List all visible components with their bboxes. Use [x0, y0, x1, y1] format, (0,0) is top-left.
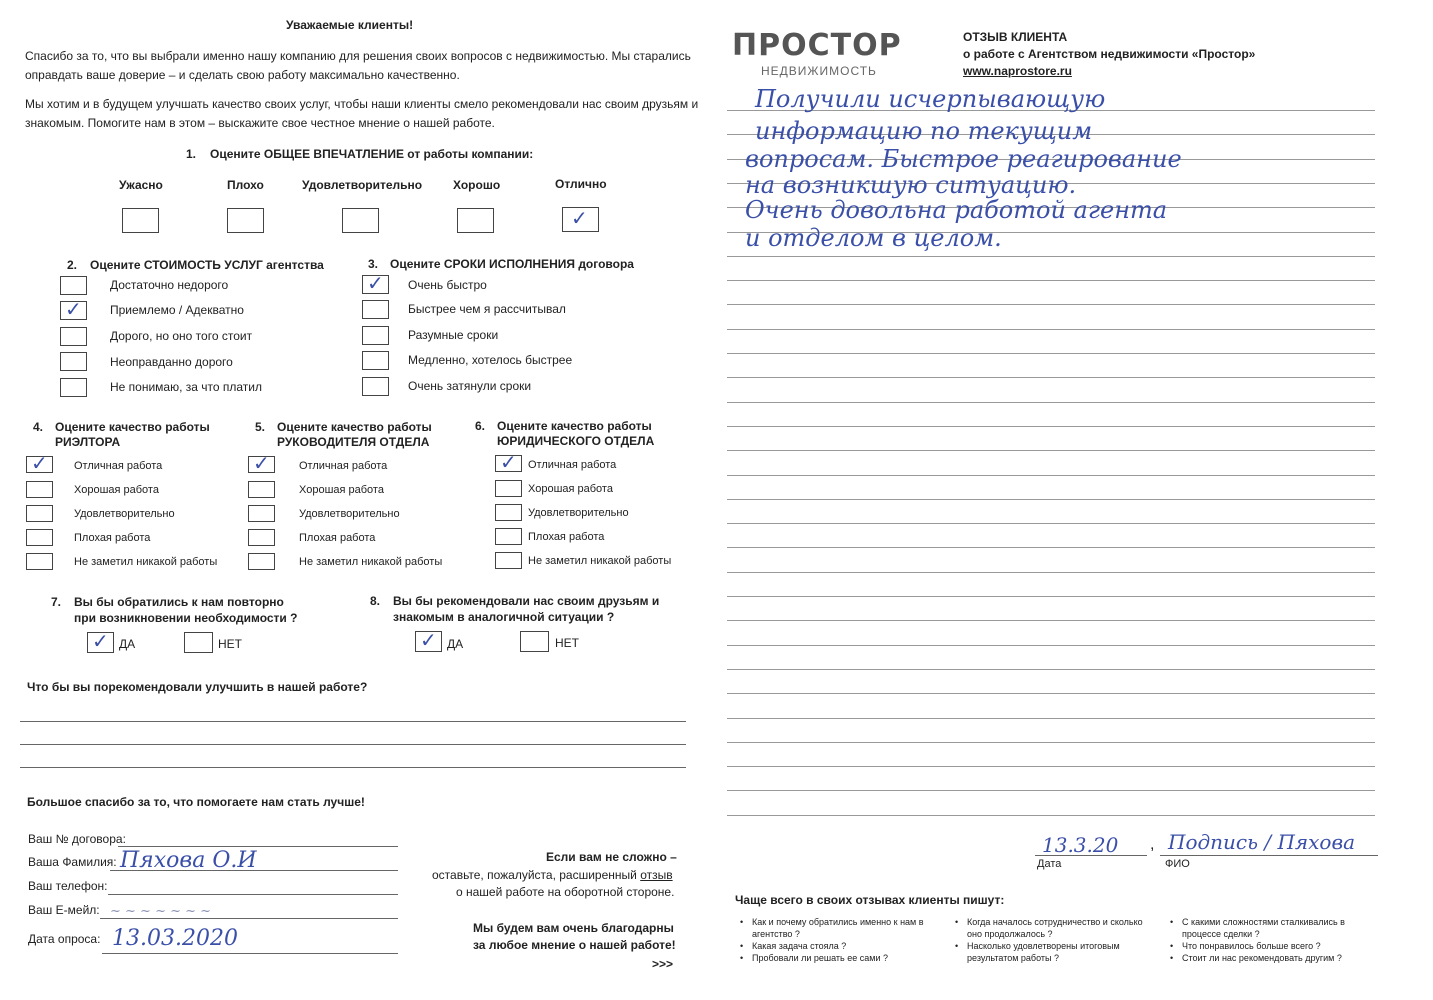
- q3-checkbox[interactable]: [362, 377, 389, 396]
- hint-item: • Насколько удовлетворены итоговым результатом работы ?: [967, 940, 1147, 964]
- q5-checkbox[interactable]: [248, 505, 275, 522]
- q6-title-sub: ЮРИДИЧЕСКОГО ОТДЕЛА: [497, 434, 655, 448]
- q6-title: Оцените качество работы: [497, 419, 652, 433]
- contract-label: Ваш № договора:: [28, 832, 126, 846]
- review-writing-line[interactable]: [727, 280, 1375, 281]
- review-writing-line[interactable]: [727, 499, 1375, 500]
- intro-text-1a: Спасибо за то, что вы выбрали именно нашу компанию для решения своих вопросов с недвижимостью. Мы старались: [25, 49, 691, 63]
- surname-handwritten: Пяхова О.И: [120, 848, 257, 873]
- review-writing-line[interactable]: [727, 669, 1375, 670]
- date-handwritten: 13.03.2020: [112, 926, 238, 951]
- review-line: вопросам. Быстрое реагирование: [745, 145, 1182, 173]
- q6-option-label: Не заметил никакой работы: [528, 555, 672, 567]
- q8-no-label: НЕТ: [555, 636, 579, 650]
- check-mark-icon: ✓: [571, 206, 588, 230]
- phone-field[interactable]: [108, 894, 398, 895]
- q6-checkbox[interactable]: [495, 504, 522, 521]
- q2-number: 2.: [67, 258, 78, 272]
- check-mark-icon: ✓: [92, 629, 109, 653]
- review-writing-line[interactable]: [727, 304, 1375, 305]
- intro-text-2b: знакомым. Помогите нам в этом – выскажите свое честное мнение о нашей работе.: [25, 116, 495, 130]
- q2-option-label: Неоправданно дорого: [110, 355, 233, 369]
- side-note-line2: [432, 868, 673, 882]
- q5-option-label: Не заметил никакой работы: [299, 556, 443, 568]
- review-writing-line[interactable]: [727, 377, 1375, 378]
- review-line: информацию по текущим: [755, 117, 1093, 145]
- review-writing-line[interactable]: [727, 742, 1375, 743]
- q2-title: Оцените СТОИМОСТЬ УСЛУГ агентства: [90, 258, 324, 272]
- hints-column-3: [1182, 916, 1362, 964]
- q3-option-label: Быстрее чем я рассчитывал: [408, 302, 566, 316]
- q1-number: 1.: [186, 147, 197, 161]
- intro-text-1b: оправдать ваше доверие – и сделать свою работу максимально качественно.: [25, 68, 460, 82]
- q3-number: 3.: [368, 257, 379, 271]
- hint-item: • Стоит ли нас рекомендовать другим ?: [1182, 952, 1362, 964]
- q1-option-label: Плохо: [227, 178, 264, 192]
- q4-option-label: Удовлетворительно: [74, 508, 175, 520]
- q4-checkbox[interactable]: [26, 529, 53, 546]
- review-writing-line[interactable]: [727, 596, 1375, 597]
- q3-checkbox[interactable]: [362, 351, 389, 370]
- q1-checkbox[interactable]: [342, 208, 379, 233]
- q8-number: 8.: [370, 594, 381, 608]
- review-writing-line[interactable]: [727, 790, 1375, 791]
- q5-option-label: Хорошая работа: [299, 484, 384, 496]
- contract-field[interactable]: [118, 846, 398, 847]
- q5-option-label: Удовлетворительно: [299, 508, 400, 520]
- email-handwritten: ~ ~ ~ ~ ~ ~ ~: [110, 904, 212, 919]
- side-note-title: Если вам не сложно –: [546, 850, 677, 864]
- thanks-text: Большое спасибо за то, что помогаете нам стать лучше!: [27, 795, 365, 809]
- review-line: Получили исчерпывающую: [755, 85, 1106, 113]
- date-underline[interactable]: [1035, 855, 1147, 856]
- review-writing-line[interactable]: [727, 766, 1375, 767]
- q1-checkbox[interactable]: [122, 208, 159, 233]
- next-page-arrow[interactable]: >>>: [652, 957, 674, 971]
- q1-checkbox[interactable]: [227, 208, 264, 233]
- review-writing-line[interactable]: [727, 523, 1375, 524]
- email-label: Ваш E-мейл:: [28, 903, 100, 917]
- review-subtitle: о работе с Агентством недвижимости «Простор»: [963, 47, 1256, 61]
- q3-option-label: Разумные сроки: [408, 328, 499, 342]
- answer-line[interactable]: [20, 767, 686, 768]
- review-writing-line[interactable]: [727, 353, 1375, 354]
- hint-item: • Как и почему обратились именно к нам в агентство ?: [752, 916, 952, 940]
- q1-option-label: Ужасно: [119, 178, 163, 192]
- q2-checkbox[interactable]: [60, 276, 87, 295]
- improve-question: Что бы вы порекомендовали улучшить в нашей работе?: [27, 680, 368, 694]
- hint-item: • Пробовали ли решать ее сами ?: [752, 952, 952, 964]
- q6-option-label: Плохая работа: [528, 531, 605, 543]
- brand-logo-subtitle: НЕДВИЖИМОСТЬ: [761, 64, 877, 78]
- review-writing-line[interactable]: [727, 450, 1375, 451]
- comma-separator: ,: [1150, 836, 1155, 853]
- review-line: на возникшую ситуацию.: [745, 171, 1077, 199]
- review-link[interactable]: отзыв: [640, 868, 673, 882]
- q5-option-label: Отличная работа: [299, 460, 388, 472]
- q2-checkbox[interactable]: [60, 378, 87, 397]
- surname-label: Ваша Фамилия:: [28, 855, 117, 869]
- date-caption: Дата: [1037, 858, 1062, 870]
- grateful-line2: за любое мнение о нашей работе!: [473, 938, 676, 952]
- review-writing-line[interactable]: [727, 815, 1375, 816]
- date-field[interactable]: [102, 953, 398, 954]
- greeting: Уважаемые клиенты!: [286, 18, 414, 32]
- review-writing-line[interactable]: [727, 718, 1375, 719]
- q5-checkbox[interactable]: [248, 529, 275, 546]
- answer-line[interactable]: [20, 744, 686, 745]
- review-writing-line[interactable]: [727, 426, 1375, 427]
- review-writing-line[interactable]: [727, 547, 1375, 548]
- q4-checkbox[interactable]: [26, 553, 53, 570]
- review-writing-line[interactable]: [727, 402, 1375, 403]
- q4-option-label: Хорошая работа: [74, 484, 159, 496]
- hints-column-2: [967, 916, 1147, 964]
- q1-option-label: Отлично: [555, 177, 607, 191]
- q7-number: 7.: [51, 595, 62, 609]
- q5-checkbox[interactable]: [248, 553, 275, 570]
- brand-logo: ПРОСТОР: [732, 28, 902, 63]
- q4-option-label: Плохая работа: [74, 532, 151, 544]
- q1-title: Оцените ОБЩЕЕ ВПЕЧАТЛЕНИЕ от работы компании:: [210, 147, 534, 161]
- check-mark-icon: ✓: [65, 297, 82, 321]
- q6-checkbox[interactable]: [495, 480, 522, 497]
- review-date-handwritten: 13.3.20: [1042, 833, 1119, 857]
- hint-item: • Когда началось сотрудничество и сколько оно продолжалось ?: [967, 916, 1147, 940]
- check-mark-icon: ✓: [420, 628, 437, 652]
- q8-title-sub: знакомым в аналогичной ситуации ?: [393, 610, 615, 624]
- q3-option-label: Очень быстро: [408, 278, 487, 292]
- side-note-text: оставьте, пожалуйста, расширенный: [432, 868, 637, 882]
- q6-option-label: Хорошая работа: [528, 483, 613, 495]
- q3-checkbox[interactable]: [362, 326, 389, 345]
- q3-checkbox[interactable]: [362, 300, 389, 319]
- review-writing-line[interactable]: [727, 620, 1375, 621]
- q4-title: Оцените качество работы: [55, 420, 210, 434]
- q4-option-label: Не заметил никакой работы: [74, 556, 218, 568]
- q5-number: 5.: [255, 420, 266, 434]
- q3-option-label: Очень затянули сроки: [408, 379, 532, 393]
- website-link[interactable]: www.naprostore.ru: [963, 64, 1072, 78]
- q5-title-sub: РУКОВОДИТЕЛЯ ОТДЕЛА: [277, 435, 430, 449]
- q1-option-label: Удовлетворительно: [302, 178, 423, 192]
- hint-item: • Какая задача стояла ?: [752, 940, 952, 952]
- q2-option-label: Дорого, но оно того стоит: [110, 329, 253, 343]
- review-writing-line[interactable]: [727, 693, 1375, 694]
- q6-number: 6.: [475, 419, 486, 433]
- side-note-line3: о нашей работе на оборотной стороне.: [456, 885, 675, 899]
- check-mark-icon: ✓: [31, 451, 48, 475]
- q2-option-label: Приемлемо / Адекватно: [110, 303, 244, 317]
- intro-text-2a: Мы хотим и в будущем улучшать качество своих услуг, чтобы наши клиенты смело рекомендовали нас своим друзьям и: [25, 97, 699, 111]
- phone-label: Ваш телефон:: [28, 879, 108, 893]
- fio-underline[interactable]: [1160, 855, 1378, 856]
- q5-option-label: Плохая работа: [299, 532, 376, 544]
- date-label: Дата опроса:: [28, 932, 101, 946]
- q6-checkbox[interactable]: [495, 528, 522, 545]
- q2-checkbox[interactable]: [60, 327, 87, 346]
- q3-title: Оцените СРОКИ ИСПОЛНЕНИЯ договора: [390, 257, 634, 271]
- hints-title: Чаще всего в своих отзывах клиенты пишут:: [735, 893, 1005, 907]
- review-line: Очень довольна работой агента: [745, 196, 1168, 224]
- q1-checkbox[interactable]: [457, 208, 494, 233]
- q2-checkbox[interactable]: [60, 352, 87, 371]
- q6-checkbox[interactable]: [495, 552, 522, 569]
- review-title: ОТЗЫВ КЛИЕНТА: [963, 30, 1068, 44]
- review-writing-line[interactable]: [727, 475, 1375, 476]
- q7-title-sub: при возникновении необходимости ?: [74, 611, 298, 625]
- answer-line[interactable]: [20, 721, 686, 722]
- fio-caption: ФИО: [1165, 858, 1190, 870]
- q4-option-label: Отличная работа: [74, 460, 163, 472]
- q3-option-label: Медленно, хотелось быстрее: [408, 353, 573, 367]
- review-writing-line[interactable]: [727, 329, 1375, 330]
- q4-number: 4.: [33, 420, 44, 434]
- q2-option-label: Достаточно недорого: [110, 278, 229, 292]
- q8-no-checkbox[interactable]: [520, 631, 549, 652]
- signature-handwritten: Подпись / Пяхова: [1168, 830, 1356, 854]
- hints-column-1: [752, 916, 952, 964]
- q7-title: Вы бы обратились к нам повторно: [74, 595, 284, 609]
- hint-item: • С какими сложностями сталкивались в процессе сделки ?: [1182, 916, 1362, 940]
- q6-option-label: Удовлетворительно: [528, 507, 629, 519]
- q5-checkbox[interactable]: [248, 481, 275, 498]
- review-writing-line[interactable]: [727, 256, 1375, 257]
- review-line: и отделом в целом.: [745, 224, 1002, 252]
- q8-title: Вы бы рекомендовали нас своим друзьям и: [393, 594, 660, 608]
- q4-checkbox[interactable]: [26, 505, 53, 522]
- review-writing-line[interactable]: [727, 645, 1375, 646]
- q6-option-label: Отличная работа: [528, 459, 617, 471]
- q1-option-label: Хорошо: [453, 178, 501, 192]
- q2-option-label: Не понимаю, за что платил: [110, 380, 263, 394]
- q7-no-checkbox[interactable]: [184, 632, 213, 653]
- review-writing-line[interactable]: [727, 572, 1375, 573]
- q4-title-sub: РИЭЛТОРА: [55, 435, 121, 449]
- grateful-line1: Мы будем вам очень благодарны: [473, 921, 674, 935]
- check-mark-icon: ✓: [500, 450, 517, 474]
- hint-item: • Что понравилось больше всего ?: [1182, 940, 1362, 952]
- q7-no-label: НЕТ: [218, 637, 242, 651]
- q5-title: Оцените качество работы: [277, 420, 432, 434]
- q4-checkbox[interactable]: [26, 481, 53, 498]
- q8-yes-label: ДА: [447, 637, 464, 651]
- q7-yes-label: ДА: [119, 637, 136, 651]
- check-mark-icon: ✓: [367, 271, 384, 295]
- check-mark-icon: ✓: [253, 451, 270, 475]
